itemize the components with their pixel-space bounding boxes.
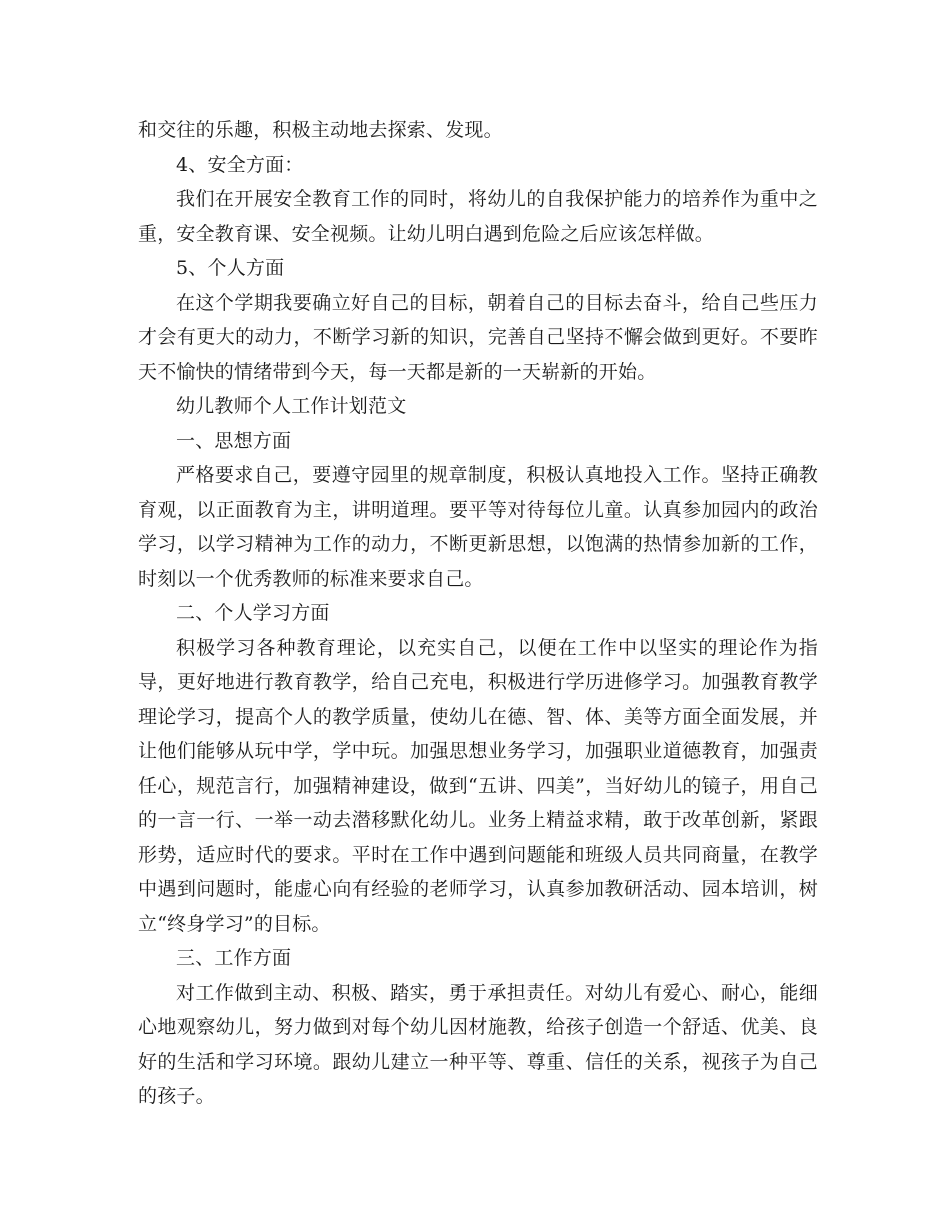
section-heading-personal: 5、个人方面 [176,257,285,279]
section-heading-safety: 4、安全方面： [176,153,304,176]
section-heading-thought: 一、思想方面 [176,429,292,452]
paragraph-work: 对工作做到主动、积极、踏实，勇于承担责任。对幼儿有爱心、耐心，能细心地观察幼儿，努力做到对每个幼儿因材施教，给孩子创造一个舒适、优美、良好的生活和学习环境。跟幼儿建立一种平等、尊重、信任的关系，视孩子为自己的孩子。 [138,981,818,1107]
paragraph-thought: 严格要求自己，要遵守园里的规章制度，积极认真地投入工作。坚持正确教育观，以正面教育为主，讲明道理。要平等对待每位儿童。认真参加园内的政治学习，以学习精神为工作的动力，不断更新思想，以饱满的热情参加新的工作，时刻以一个优秀教师的标准来要求自己。 [138,464,818,590]
document-body [138,113,818,1114]
paragraph-personal: 在这个学期我要确立好自己的目标，朝着自己的目标去奋斗，给自己些压力才会有更大的动力，不断学习新的知识，完善自己坚持不懈会做到更好。不要昨天不愉快的情绪带到今天，每一天都是新的一天崭新的开始。 [138,291,818,383]
paragraph-safety: 我们在开展安全教育工作的同时，将幼儿的自我保护能力的培养作为重中之重，安全教育课、安全视频。让幼儿明白遇到危险之后应该怎样做。 [138,188,818,245]
document-subtitle: 幼儿教师个人工作计划范文 [176,395,407,417]
paragraph-study: 积极学习各种教育理论，以充实自己，以便在工作中以坚实的理论作为指导，更好地进行教育教学，给自己充电，积极进行学历进修学习。加强教育教学理论学习，提高个人的教学质量，使幼儿在德、智、体、美等方面全面发展，并让他们能够从玩中学，学中玩。加强思想业务学习，加强职业道德教育，加强责任心，规范言行，加强精神建设，做到“五讲、四美”，当好幼儿的镜子，用自己的一言一行、一举一动去潜移默化幼儿。业务上精益求精，敢于改革创新，紧跟形势，适应时代的要求。平时在工作中遇到问题能和班级人员共同商量，在教学中遇到问题时，能虚心向有经验的老师学习，认真参加教研活动、园本培训，树立“终身学习”的目标。 [138,636,818,935]
section-heading-work: 三、工作方面 [176,947,292,969]
section-heading-study: 二、个人学习方面 [176,602,330,624]
paragraph-continuation: 和交往的乐趣，积极主动地去探索、发现。 [138,119,503,141]
